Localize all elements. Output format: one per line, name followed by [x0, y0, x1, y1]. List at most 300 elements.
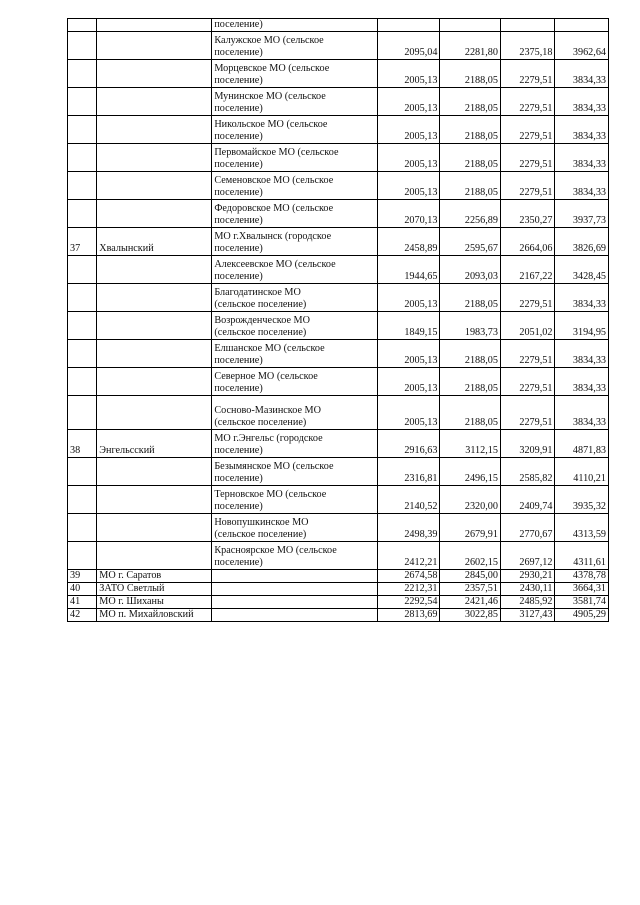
table-row: [68, 19, 609, 32]
row-number: [68, 486, 97, 514]
value-col-1: [377, 596, 440, 609]
district-name: [97, 88, 212, 116]
value-col-3: [500, 514, 555, 542]
value-col-4-text: 3937,73: [572, 215, 606, 226]
municipality-name: [212, 486, 378, 514]
value-col-2-text: 2679,91: [464, 529, 498, 540]
value-col-2: [440, 228, 501, 256]
district-name: [97, 200, 212, 228]
municipality-name: [212, 596, 378, 609]
row-number-text: 42: [70, 609, 81, 620]
value-col-4: [555, 144, 609, 172]
value-col-2: [440, 430, 501, 458]
value-col-4-text: 3834,33: [572, 75, 606, 86]
table-row: [68, 396, 609, 430]
district-name: [97, 60, 212, 88]
value-col-4-text: 3935,32: [572, 501, 606, 512]
value-col-1: [377, 458, 440, 486]
municipality-name: [212, 514, 378, 542]
district-name: [97, 312, 212, 340]
value-col-1: [377, 144, 440, 172]
value-col-2-text: 2093,03: [464, 271, 498, 282]
value-col-1-text: 2005,13: [404, 75, 438, 86]
value-col-2-text: 2188,05: [464, 159, 498, 170]
value-col-4-text: 3834,33: [572, 187, 606, 198]
value-col-4: [555, 514, 609, 542]
table-row: [68, 583, 609, 596]
value-col-2: [440, 19, 501, 32]
table-row: [68, 144, 609, 172]
value-col-4: [555, 430, 609, 458]
district-name: [97, 430, 212, 458]
municipality-name-text: МО г.Хвалынск (городское поселение): [214, 231, 332, 254]
value-col-1: [377, 396, 440, 430]
value-col-2-text: 2496,15: [464, 473, 498, 484]
value-col-3: [500, 88, 555, 116]
district-name: [97, 609, 212, 622]
municipality-name-text: Мунинское МО (сельское поселение): [214, 91, 326, 114]
value-col-3: [500, 340, 555, 368]
value-col-4: [555, 228, 609, 256]
value-col-1-text: 2212,31: [404, 583, 438, 594]
value-col-1-text: 2005,13: [404, 417, 438, 428]
value-col-2: [440, 284, 501, 312]
value-col-4: [555, 542, 609, 570]
municipality-name-text: Семеновское МО (сельское поселение): [214, 175, 334, 198]
value-col-2: [440, 340, 501, 368]
value-col-4-text: 4311,61: [573, 557, 606, 568]
municipality-name: [212, 200, 378, 228]
value-col-3: [500, 368, 555, 396]
value-col-3-text: 3127,43: [519, 609, 553, 620]
value-col-2: [440, 609, 501, 622]
municipality-name: [212, 609, 378, 622]
value-col-2-text: 2357,51: [464, 583, 498, 594]
value-col-2-text: 2188,05: [464, 103, 498, 114]
value-col-2-text: 3022,85: [464, 609, 498, 620]
value-col-4-text: 3834,33: [572, 417, 606, 428]
municipality-name: [212, 542, 378, 570]
table-row: [68, 570, 609, 583]
value-col-1-text: 2005,13: [404, 131, 438, 142]
value-col-4: [555, 32, 609, 60]
row-number: [68, 609, 97, 622]
municipality-name: [212, 396, 378, 430]
municipality-name-text: Возрожденческое МО (сельское поселение): [214, 315, 310, 338]
value-col-3: [500, 570, 555, 583]
value-col-4-text: 3834,33: [572, 103, 606, 114]
district-name: [97, 542, 212, 570]
value-col-1: [377, 486, 440, 514]
value-col-3-text: 2051,02: [519, 327, 553, 338]
value-col-3: [500, 458, 555, 486]
value-col-1-text: 2005,13: [404, 299, 438, 310]
value-col-3: [500, 312, 555, 340]
value-col-1-text: 1849,15: [404, 327, 438, 338]
value-col-4: [555, 172, 609, 200]
value-col-4: [555, 396, 609, 430]
row-number: [68, 396, 97, 430]
value-col-2: [440, 458, 501, 486]
value-col-3-text: 2279,51: [519, 103, 553, 114]
value-col-4-text: 3834,33: [572, 355, 606, 366]
value-col-2: [440, 542, 501, 570]
row-number: [68, 312, 97, 340]
value-col-1: [377, 19, 440, 32]
value-col-1-text: 2095,04: [404, 47, 438, 58]
value-col-3-text: 2375,18: [519, 47, 553, 58]
municipality-name-text: Алексеевское МО (сельское поселение): [214, 259, 336, 282]
district-name: [97, 172, 212, 200]
municipality-name: [212, 256, 378, 284]
table-row: [68, 596, 609, 609]
district-name: [97, 340, 212, 368]
value-col-2-text: 2281,80: [464, 47, 498, 58]
value-col-4-text: 3834,33: [572, 131, 606, 142]
district-name: [97, 570, 212, 583]
municipality-name: [212, 32, 378, 60]
district-name: [97, 284, 212, 312]
value-col-4: [555, 609, 609, 622]
value-col-3: [500, 284, 555, 312]
value-col-3: [500, 609, 555, 622]
row-number-text: 37: [70, 243, 81, 254]
value-col-4-text: 3834,33: [572, 299, 606, 310]
municipality-name: [212, 570, 378, 583]
value-col-3-text: 3209,91: [519, 445, 553, 456]
value-col-4-text: 3834,33: [572, 159, 606, 170]
value-col-1: [377, 542, 440, 570]
row-number: [68, 458, 97, 486]
value-col-1: [377, 88, 440, 116]
value-col-1-text: 2005,13: [404, 355, 438, 366]
value-col-1: [377, 312, 440, 340]
row-number: [68, 88, 97, 116]
district-name: [97, 144, 212, 172]
value-col-1: [377, 228, 440, 256]
value-col-3: [500, 583, 555, 596]
value-col-1: [377, 284, 440, 312]
district-name: [97, 32, 212, 60]
value-col-3: [500, 396, 555, 430]
value-col-1: [377, 609, 440, 622]
municipality-name: [212, 60, 378, 88]
value-col-1: [377, 583, 440, 596]
value-col-3-text: 2279,51: [519, 187, 553, 198]
value-col-1: [377, 256, 440, 284]
value-col-2: [440, 514, 501, 542]
row-number: [68, 368, 97, 396]
value-col-2: [440, 396, 501, 430]
value-col-2: [440, 88, 501, 116]
value-col-4-text: 3826,69: [572, 243, 606, 254]
value-col-2-text: 2421,46: [464, 596, 498, 607]
value-col-2: [440, 312, 501, 340]
row-number: [68, 570, 97, 583]
value-col-1-text: 2005,13: [404, 187, 438, 198]
value-col-1: [377, 60, 440, 88]
row-number-text: 38: [70, 445, 81, 456]
table-row: [68, 200, 609, 228]
municipality-name-text: Терновское МО (сельское поселение): [214, 489, 327, 512]
value-col-1-text: 2674,58: [404, 570, 438, 581]
row-number: [68, 583, 97, 596]
value-col-1-text: 2498,39: [404, 529, 438, 540]
value-col-3-text: 2409,74: [519, 501, 553, 512]
row-number: [68, 32, 97, 60]
value-col-1-text: 2005,13: [404, 103, 438, 114]
value-col-3-text: 2585,82: [519, 473, 553, 484]
municipality-name-text: Елшанское МО (сельское поселение): [214, 343, 325, 366]
value-col-1: [377, 32, 440, 60]
municipality-name-text: поселение): [214, 19, 263, 30]
value-col-4: [555, 458, 609, 486]
value-col-4: [555, 312, 609, 340]
row-number: [68, 172, 97, 200]
value-col-2: [440, 32, 501, 60]
value-col-4-text: 4905,29: [572, 609, 606, 620]
district-name: [97, 19, 212, 32]
value-col-2-text: 2845,00: [464, 570, 498, 581]
municipality-name: [212, 19, 378, 32]
table-row: [68, 430, 609, 458]
table-row: [68, 284, 609, 312]
value-col-1-text: 2005,13: [404, 383, 438, 394]
value-col-3: [500, 228, 555, 256]
district-name: [97, 458, 212, 486]
value-col-2: [440, 116, 501, 144]
value-col-4: [555, 19, 609, 32]
value-col-3: [500, 32, 555, 60]
value-col-1: [377, 200, 440, 228]
value-col-1-text: 2316,81: [404, 473, 438, 484]
value-col-3-text: 2167,22: [519, 271, 553, 282]
value-col-4-text: 4378,78: [572, 570, 606, 581]
value-col-4: [555, 284, 609, 312]
value-col-2: [440, 368, 501, 396]
district-name: [97, 583, 212, 596]
table-body: [68, 19, 609, 622]
value-col-1-text: 2813,69: [404, 609, 438, 620]
table-row: [68, 116, 609, 144]
value-col-3-text: 2770,67: [519, 529, 553, 540]
row-number: [68, 340, 97, 368]
municipality-name-text: МО г.Энгельс (городское поселение): [214, 433, 323, 456]
municipality-name: [212, 458, 378, 486]
value-col-4-text: 3581,74: [572, 596, 606, 607]
value-col-1: [377, 570, 440, 583]
value-col-3-text: 2430,11: [519, 583, 553, 594]
municipality-name: [212, 172, 378, 200]
value-col-2-text: 2188,05: [464, 383, 498, 394]
municipality-name-text: Сосново-Мазинское МО (сельское поселение): [214, 405, 321, 428]
value-col-3: [500, 542, 555, 570]
value-col-4-text: 3834,33: [572, 383, 606, 394]
municipality-name-text: Первомайское МО (сельское поселение): [214, 147, 339, 170]
district-name: [97, 514, 212, 542]
table-row: [68, 60, 609, 88]
value-col-1-text: 2005,13: [404, 159, 438, 170]
value-col-2: [440, 60, 501, 88]
value-col-2-text: 2188,05: [464, 187, 498, 198]
row-number: [68, 228, 97, 256]
value-col-4: [555, 256, 609, 284]
table-row: [68, 542, 609, 570]
row-number: [68, 116, 97, 144]
value-col-1: [377, 340, 440, 368]
value-col-4-text: 3664,31: [572, 583, 606, 594]
table-row: [68, 458, 609, 486]
value-col-4: [555, 60, 609, 88]
value-col-2-text: 2188,05: [464, 131, 498, 142]
table-row: [68, 514, 609, 542]
municipality-name: [212, 368, 378, 396]
value-col-4: [555, 340, 609, 368]
municipality-name-text: Федоровское МО (сельское поселение): [214, 203, 334, 226]
table-row: [68, 88, 609, 116]
value-col-4: [555, 200, 609, 228]
value-col-2: [440, 486, 501, 514]
value-col-3: [500, 116, 555, 144]
value-col-1-text: 2458,89: [404, 243, 438, 254]
value-col-4: [555, 88, 609, 116]
value-col-1-text: 2070,13: [404, 215, 438, 226]
value-col-2-text: 2320,00: [464, 501, 498, 512]
district-name-text: МО г. Шиханы: [99, 596, 164, 607]
municipality-name: [212, 228, 378, 256]
value-col-3: [500, 19, 555, 32]
value-col-1-text: 2412,21: [404, 557, 438, 568]
municipality-name-text: Новопушкинское МО (сельское поселение): [214, 517, 309, 540]
value-col-2-text: 2188,05: [464, 355, 498, 366]
table-row: [68, 32, 609, 60]
table-row: [68, 609, 609, 622]
row-number: [68, 514, 97, 542]
value-col-4-text: 3428,45: [572, 271, 606, 282]
district-name: [97, 228, 212, 256]
row-number: [68, 256, 97, 284]
value-col-2: [440, 583, 501, 596]
value-col-2: [440, 200, 501, 228]
district-name-text: Хвалынский: [99, 243, 154, 254]
value-col-1-text: 2916,63: [404, 445, 438, 456]
district-name: [97, 256, 212, 284]
table-row: [68, 368, 609, 396]
row-number-text: 39: [70, 570, 81, 581]
row-number: [68, 596, 97, 609]
district-name: [97, 368, 212, 396]
district-name: [97, 116, 212, 144]
value-col-3-text: 2279,51: [519, 131, 553, 142]
value-col-4: [555, 116, 609, 144]
row-number: [68, 19, 97, 32]
value-col-2-text: 2188,05: [464, 417, 498, 428]
value-col-2-text: 1983,73: [464, 327, 498, 338]
municipality-name-text: Благодатинское МО (сельское поселение): [214, 287, 307, 310]
row-number-text: 41: [70, 596, 81, 607]
value-col-4-text: 3194,95: [572, 327, 606, 338]
value-col-2-text: 2188,05: [464, 299, 498, 310]
value-col-1: [377, 368, 440, 396]
table-row: [68, 228, 609, 256]
value-col-1: [377, 172, 440, 200]
value-col-2-text: 2188,05: [464, 75, 498, 86]
value-col-3-text: 2279,51: [519, 75, 553, 86]
municipality-name: [212, 88, 378, 116]
value-col-1: [377, 430, 440, 458]
value-col-3-text: 2697,12: [519, 557, 553, 568]
value-col-1: [377, 116, 440, 144]
table-row: [68, 172, 609, 200]
district-name-text: Энгельсский: [99, 445, 155, 456]
value-col-3-text: 2930,21: [519, 570, 553, 581]
value-col-3: [500, 256, 555, 284]
municipality-name-text: Северное МО (сельское поселение): [214, 371, 318, 394]
value-col-3-text: 2664,06: [519, 243, 553, 254]
row-number: [68, 144, 97, 172]
table-row: [68, 486, 609, 514]
value-col-1-text: 1944,65: [404, 271, 438, 282]
value-col-4-text: 3962,64: [572, 47, 606, 58]
value-col-2-text: 3112,15: [465, 445, 498, 456]
table-row: [68, 256, 609, 284]
value-col-2: [440, 172, 501, 200]
value-col-3: [500, 60, 555, 88]
value-col-4-text: 4871,83: [572, 445, 606, 456]
row-number: [68, 284, 97, 312]
municipality-name: [212, 430, 378, 458]
value-col-1-text: 2140,52: [404, 501, 438, 512]
municipality-name: [212, 340, 378, 368]
value-col-4: [555, 583, 609, 596]
value-col-2-text: 2595,67: [464, 243, 498, 254]
row-number: [68, 60, 97, 88]
value-col-1-text: 2292,54: [404, 596, 438, 607]
municipality-name: [212, 583, 378, 596]
municipality-name: [212, 312, 378, 340]
value-col-2: [440, 596, 501, 609]
value-col-4: [555, 486, 609, 514]
district-name: [97, 396, 212, 430]
value-col-3: [500, 144, 555, 172]
value-col-2: [440, 256, 501, 284]
value-col-3-text: 2279,51: [519, 159, 553, 170]
value-col-3-text: 2485,92: [519, 596, 553, 607]
district-name-text: МО г. Саратов: [99, 570, 162, 581]
municipality-name-text: Калужское МО (сельское поселение): [214, 35, 324, 58]
municipality-name-text: Никольское МО (сельское поселение): [214, 119, 328, 142]
value-col-2: [440, 144, 501, 172]
value-col-3-text: 2279,51: [519, 383, 553, 394]
row-number: [68, 430, 97, 458]
value-col-3-text: 2279,51: [519, 299, 553, 310]
district-name-text: ЗАТО Светлый: [99, 583, 165, 594]
municipality-name: [212, 144, 378, 172]
table-row: [68, 312, 609, 340]
tariff-table: [67, 18, 609, 622]
value-col-4-text: 4110,21: [573, 473, 606, 484]
municipality-name: [212, 284, 378, 312]
table-row: [68, 340, 609, 368]
value-col-3-text: 2350,27: [519, 215, 553, 226]
row-number-text: 40: [70, 583, 81, 594]
value-col-3: [500, 596, 555, 609]
value-col-4: [555, 570, 609, 583]
value-col-4: [555, 368, 609, 396]
district-name-text: МО п. Михайловский: [99, 609, 194, 620]
value-col-3: [500, 200, 555, 228]
value-col-3-text: 2279,51: [519, 417, 553, 428]
